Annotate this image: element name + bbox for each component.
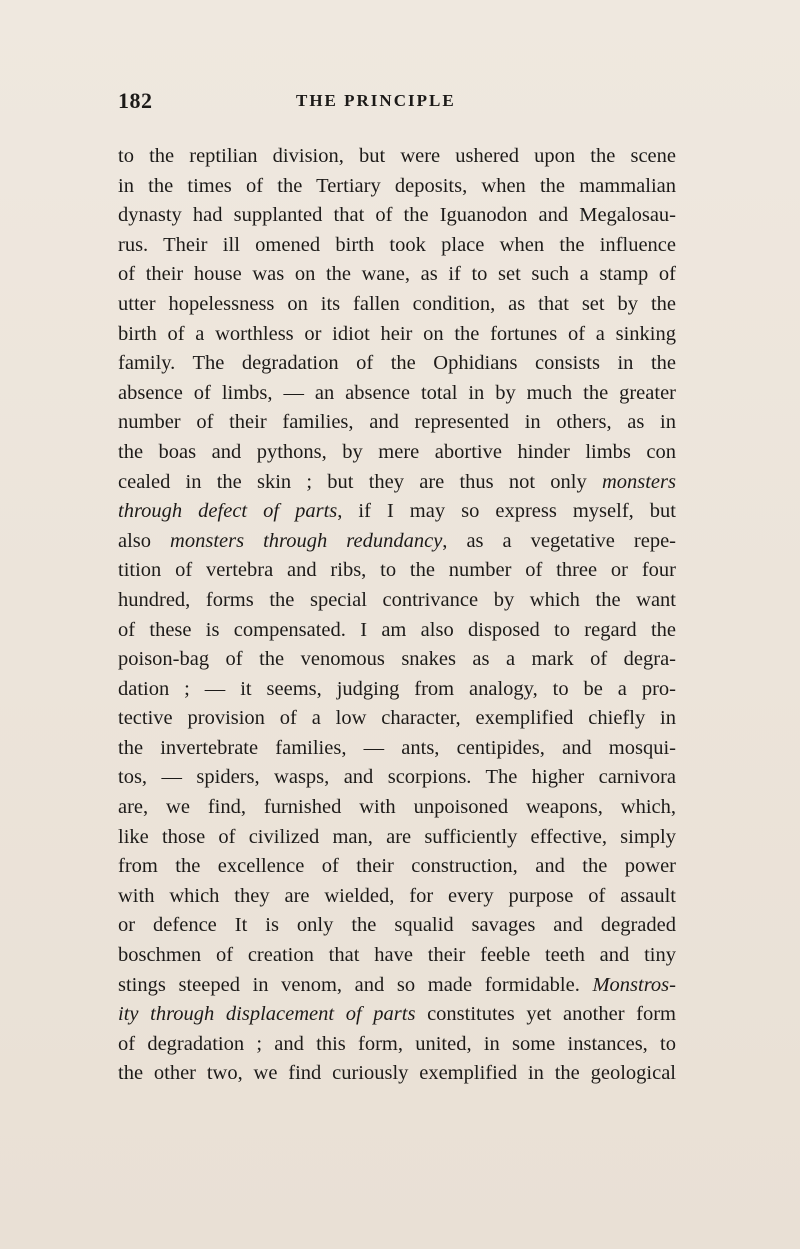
page-header bbox=[118, 88, 678, 118]
line-text-before: also bbox=[118, 529, 171, 552]
line-text: of their house was on the wane, as if to set such a stamp of bbox=[118, 263, 676, 286]
line-text: dation ; — it seems, judging from analogy, to be a pro- bbox=[118, 677, 676, 700]
running-head: THE PRINCIPLE bbox=[296, 91, 456, 110]
line-text: tition of vertebra and ribs, to the number of three or four bbox=[118, 559, 676, 582]
text-line bbox=[118, 911, 676, 941]
text-line bbox=[118, 320, 676, 350]
line-text: birth of a worthless or idiot heir on the fortunes of a sinking bbox=[118, 322, 676, 345]
text-line bbox=[118, 172, 676, 202]
line-text: rus. Their ill omened birth took place when the influence bbox=[118, 233, 676, 256]
italic-phrase: monsters bbox=[601, 470, 676, 493]
line-text: tective provision of a low character, exemplified chiefly in bbox=[118, 707, 676, 730]
line-text: from the excellence of their construction, and the power bbox=[118, 855, 676, 878]
text-line bbox=[118, 1030, 676, 1060]
body-text bbox=[118, 142, 676, 1089]
line-text: the boas and pythons, by mere abortive hinder limbs con bbox=[118, 440, 676, 463]
line-text-after: constitutes yet another form bbox=[415, 1003, 676, 1026]
line-text-before: stings steeped in venom, and so made formidable. bbox=[118, 973, 593, 996]
line-text: of these is compensated. I am also disposed to regard the bbox=[118, 618, 676, 641]
line-text-after: , if I may so express myself, but bbox=[337, 500, 676, 523]
line-text: poison-bag of the venomous snakes as a mark of degra- bbox=[118, 648, 676, 671]
text-line bbox=[118, 616, 676, 646]
line-text: are, we find, furnished with unpoisoned weapons, which, bbox=[118, 796, 676, 819]
text-line bbox=[118, 468, 676, 498]
italic-phrase: monsters through redundancy bbox=[170, 529, 443, 552]
line-text: with which they are wielded, for every purpose of assault bbox=[118, 884, 676, 907]
text-line bbox=[118, 290, 676, 320]
text-line bbox=[118, 556, 676, 586]
text-line bbox=[118, 1000, 676, 1030]
line-text: or defence It is only the squalid savages and degraded bbox=[118, 914, 676, 937]
line-text: absence of limbs, — an absence total in by much the greater bbox=[118, 381, 676, 404]
text-line bbox=[118, 349, 676, 379]
line-text: utter hopelessness on its fallen condition, as that set by the bbox=[118, 292, 676, 315]
line-text: family. The degradation of the Ophidians consists in the bbox=[118, 352, 676, 375]
italic-phrase: Monstros- bbox=[592, 973, 676, 996]
text-line bbox=[118, 586, 676, 616]
text-line bbox=[118, 231, 676, 261]
line-text: to the reptilian division, but were ushered upon the scene bbox=[118, 145, 676, 167]
line-text: number of their families, and represented in others, as in bbox=[118, 411, 676, 434]
text-line bbox=[118, 971, 676, 1001]
line-text: hundred, forms the special contrivance by which the want bbox=[118, 588, 676, 611]
text-line bbox=[118, 379, 676, 409]
line-text: the other two, we find curiously exemplified in the geological bbox=[118, 1062, 676, 1085]
text-line bbox=[118, 882, 676, 912]
line-text: boschmen of creation that have their feeble teeth and tiny bbox=[118, 944, 676, 967]
text-line bbox=[118, 438, 676, 468]
text-line bbox=[118, 645, 676, 675]
text-line bbox=[118, 497, 676, 527]
text-line bbox=[118, 941, 676, 971]
line-text-after: , as a vegetative repe- bbox=[442, 529, 676, 552]
line-text: like those of civilized man, are sufficiently effective, simply bbox=[118, 825, 676, 848]
text-line bbox=[118, 142, 676, 172]
line-text-before: cealed in the skin ; but they are thus not only bbox=[118, 470, 602, 493]
page-number: 182 bbox=[118, 88, 153, 113]
line-text: in the times of the Tertiary deposits, when the mammalian bbox=[118, 174, 676, 197]
text-line bbox=[118, 260, 676, 290]
italic-phrase: ity through displacement of parts bbox=[118, 1003, 416, 1026]
line-text: of degradation ; and this form, united, in some instances, to bbox=[118, 1032, 676, 1055]
text-line bbox=[118, 408, 676, 438]
text-line bbox=[118, 527, 676, 557]
text-line bbox=[118, 201, 676, 231]
text-line bbox=[118, 1059, 676, 1089]
line-text: tos, — spiders, wasps, and scorpions. The higher carnivora bbox=[118, 766, 676, 789]
line-text: the invertebrate families, — ants, centipides, and mosqui- bbox=[118, 736, 676, 759]
text-line bbox=[118, 823, 676, 853]
text-line bbox=[118, 675, 676, 705]
text-line bbox=[118, 793, 676, 823]
italic-phrase: through defect of parts bbox=[118, 500, 338, 523]
text-line bbox=[118, 763, 676, 793]
text-line bbox=[118, 852, 676, 882]
line-text: dynasty had supplanted that of the Iguanodon and Megalosau- bbox=[118, 204, 676, 227]
text-line bbox=[118, 704, 676, 734]
text-line bbox=[118, 734, 676, 764]
